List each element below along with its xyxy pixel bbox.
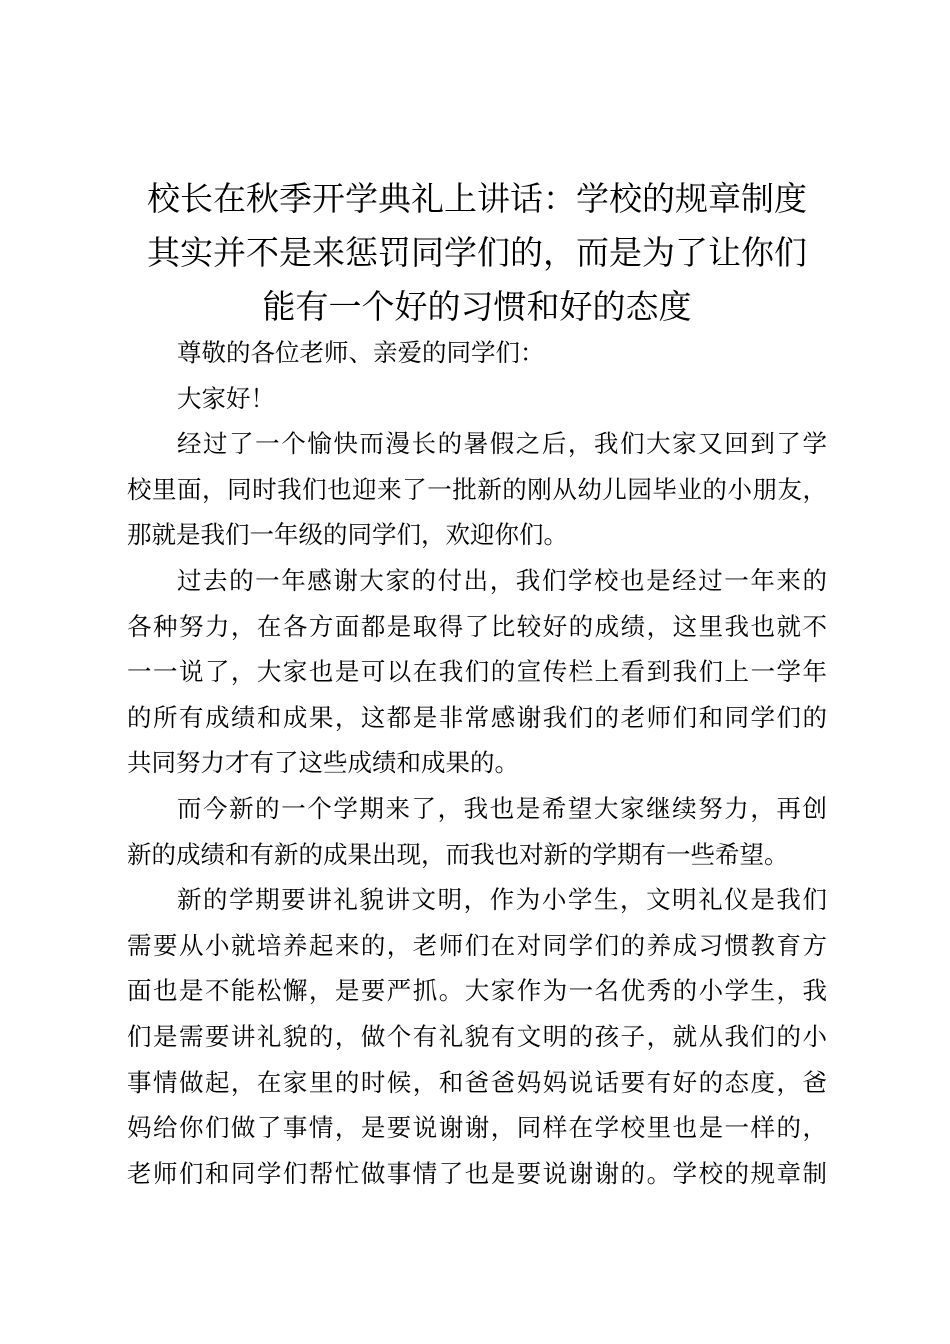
salutation: 尊敬的各位老师、亲爱的同学们：	[177, 338, 545, 367]
title-line-1: 校长在秋季开学典礼上讲话：学校的规章制度	[147, 179, 807, 218]
paragraph-4-line-7: 老师们和同学们帮忙做事情了也是要说谢谢的。学校的规章制	[127, 1158, 827, 1188]
paragraph-2-line-1: 过去的一年感谢大家的付出，我们学校也是经过一年来的	[177, 565, 827, 595]
paragraph-4-line-5: 事情做起，在家里的时候，和爸爸妈妈说话要有好的态度，爸	[127, 1067, 827, 1097]
paragraph-4-line-1: 新的学期要讲礼貌讲文明，作为小学生，文明礼仪是我们	[177, 885, 827, 915]
greeting: 大家好！	[177, 383, 275, 413]
document-title	[127, 172, 827, 334]
paragraph-2-line-4: 的所有成绩和成果，这都是非常感谢我们的老师们和同学们的	[127, 702, 827, 732]
document-body	[127, 330, 827, 1196]
paragraph-4-line-6: 妈给你们做了事情，是要说谢谢，同样在学校里也是一样的，	[127, 1113, 827, 1143]
paragraph-4-line-2: 需要从小就培养起来的，老师们在对同学们的养成习惯教育方	[127, 930, 827, 960]
paragraph-3-line-2: 新的成绩和有新的成果出现，而我也对新的学期有一些希望。	[127, 839, 789, 869]
paragraph-1-line-2: 校里面，同时我们也迎来了一批新的刚从幼儿园毕业的小朋友，	[127, 474, 827, 504]
paragraph-3-line-1: 而今新的一个学期来了，我也是希望大家继续努力，再创	[177, 793, 827, 823]
paragraph-1-line-1: 经过了一个愉快而漫长的暑假之后，我们大家又回到了学	[177, 429, 827, 459]
paragraph-2-line-2: 各种努力，在各方面都是取得了比较好的成绩，这里我也就不	[127, 611, 827, 641]
paragraph-4-line-4: 们是需要讲礼貌的，做个有礼貌有文明的孩子，就从我们的小	[127, 1021, 827, 1051]
paragraph-2-line-5: 共同努力才有了这些成绩和成果的。	[127, 748, 519, 778]
title-line-2: 其实并不是来惩罚同学们的，而是为了让你们	[147, 233, 807, 272]
paragraph-1-line-3: 那就是我们一年级的同学们，欢迎你们。	[127, 520, 568, 550]
paragraph-4-line-3: 面也是不能松懈，是要严抓。大家作为一名优秀的小学生，我	[127, 976, 827, 1006]
paragraph-2-line-3: 一一说了，大家也是可以在我们的宣传栏上看到我们上一学年	[127, 657, 827, 687]
title-line-3: 能有一个好的习惯和好的态度	[262, 287, 692, 326]
